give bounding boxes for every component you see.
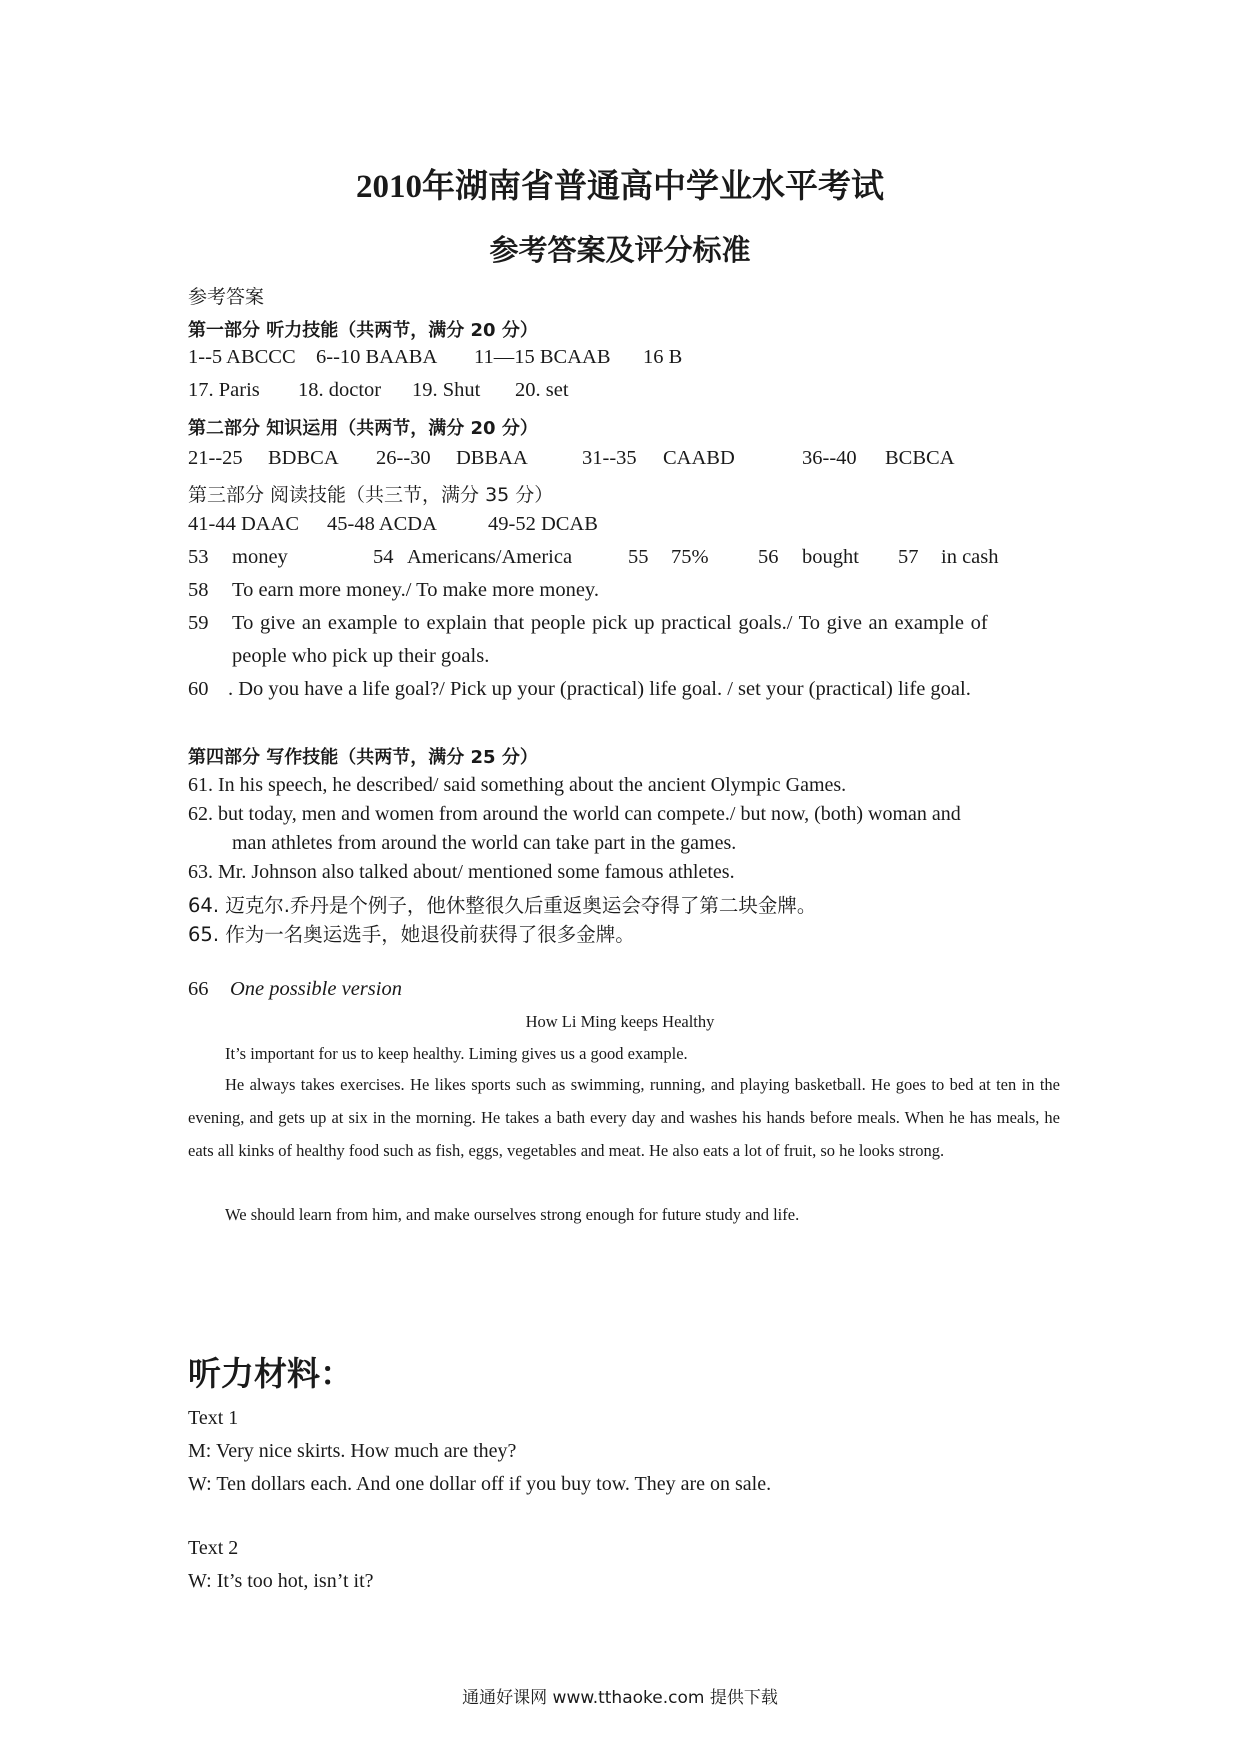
answer-text: To give an example to explain that people pick up practical goals./ To give an example of [232,612,988,634]
answer-number: 55 [628,546,649,568]
document-subtitle: 参考答案及评分标准 [489,235,751,267]
answer-item: 18. doctor [298,379,382,401]
answer-61: 61. In his speech, he described/ said something about the ancient Olympic Games. [188,774,847,796]
answer-text: money [232,546,288,568]
answer-text: in cash [941,546,999,568]
answer-group: 45-48 ACDA [327,513,437,535]
answer-text: Americans/America [407,546,573,568]
answer-group: 16 B [643,346,683,368]
answer-number: 59 [188,612,209,634]
part2-heading: 第二部分 知识运用（共两节，满分 20 分） [188,418,538,439]
answer-number: 57 [898,546,919,568]
answer-number: 66 [188,978,209,1000]
answer-65: 65. 作为一名奥运选手，她退役前获得了很多金牌。 [188,923,635,946]
answer-item: 19. Shut [412,379,481,401]
text2-woman: W: It’s too hot, isn’t it? [188,1570,374,1592]
text1-label: Text 1 [188,1407,239,1429]
answer-text: . Do you have a life goal?/ Pick up your (practical) life goal. / set your (practical) life goal. [228,678,971,700]
answer-62-continued: man athletes from around the world can take part in the games. [232,832,737,854]
answer-letters: DBBAA [456,447,528,469]
essay-paragraph-3: We should learn from him, and make ourselves strong enough for future study and life. [225,1205,800,1224]
answer-group: 41-44 DAAC [188,513,300,535]
answer-text: bought [802,546,859,568]
listening-heading: 听力材料： [188,1354,353,1393]
essay-paragraph-1: It’s important for us to keep healthy. Liming gives us a good example. [225,1044,688,1063]
answer-number: 26--30 [376,447,431,469]
answer-number: 58 [188,579,209,601]
text2-label: Text 2 [188,1537,239,1559]
answer-group: 1--5 ABCCC [188,346,296,368]
answer-letters: CAABD [663,447,735,469]
part1-heading: 第一部分 听力技能（共两节，满分 20 分） [188,320,538,341]
answer-number: 60 [188,678,209,700]
answer-group: 6--10 BAABA [316,346,438,368]
answer-64: 64. 迈克尔.乔丹是个例子，他休整很久后重返奥运会夺得了第二块金牌。 [188,894,817,917]
answer-59-continued: people who pick up their goals. [232,645,490,667]
answer-63: 63. Mr. Johnson also talked about/ mentioned some famous athletes. [188,861,735,883]
answer-number: 31--35 [582,447,637,469]
essay-paragraph-2: He always takes exercises. He likes sports such as swimming, running, and playing basketball. He goes to bed at ten in the evening, and gets up at six in the morning. He takes a bath every day and washes his hands before meals. When he has meals, he eats all kinks of healthy food such as fish, eggs, vegetables and meat. He also eats a lot of fruit, so he looks strong. [188,1075,1060,1160]
essay-label: One possible version [230,978,402,1000]
answer-item: 20. set [515,379,569,401]
part3-heading: 第三部分 阅读技能（共三节，满分 35 分） [188,484,554,506]
document-title: 2010年湖南省普通高中学业水平考试 [356,169,884,205]
page-footer: 通通好课网 www.tthaoke.com 提供下载 [462,1688,778,1708]
answer-text: 75% [671,546,709,568]
answer-letters: BDBCA [268,447,339,469]
essay-title: How Li Ming keeps Healthy [525,1012,715,1031]
answer-number: 36--40 [802,447,857,469]
answer-letters: BCBCA [885,447,955,469]
text1-man: M: Very nice skirts. How much are they? [188,1440,517,1462]
answer-number: 53 [188,546,209,568]
answer-number: 21--25 [188,447,243,469]
text1-woman: W: Ten dollars each. And one dollar off if you buy tow. They are on sale. [188,1473,772,1495]
answer-group: 49-52 DCAB [488,513,598,535]
part4-heading: 第四部分 写作技能（共两节，满分 25 分） [188,747,538,768]
answer-62: 62. but today, men and women from around the world can compete./ but now, (both) woman and [188,803,961,825]
answer-text: To earn more money./ To make more money. [232,579,599,601]
answer-group: 11—15 BCAAB [474,346,611,368]
answer-number: 54 [373,546,394,568]
answers-label: 参考答案 [188,286,265,308]
answer-number: 56 [758,546,779,568]
answer-item: 17. Paris [188,379,260,401]
